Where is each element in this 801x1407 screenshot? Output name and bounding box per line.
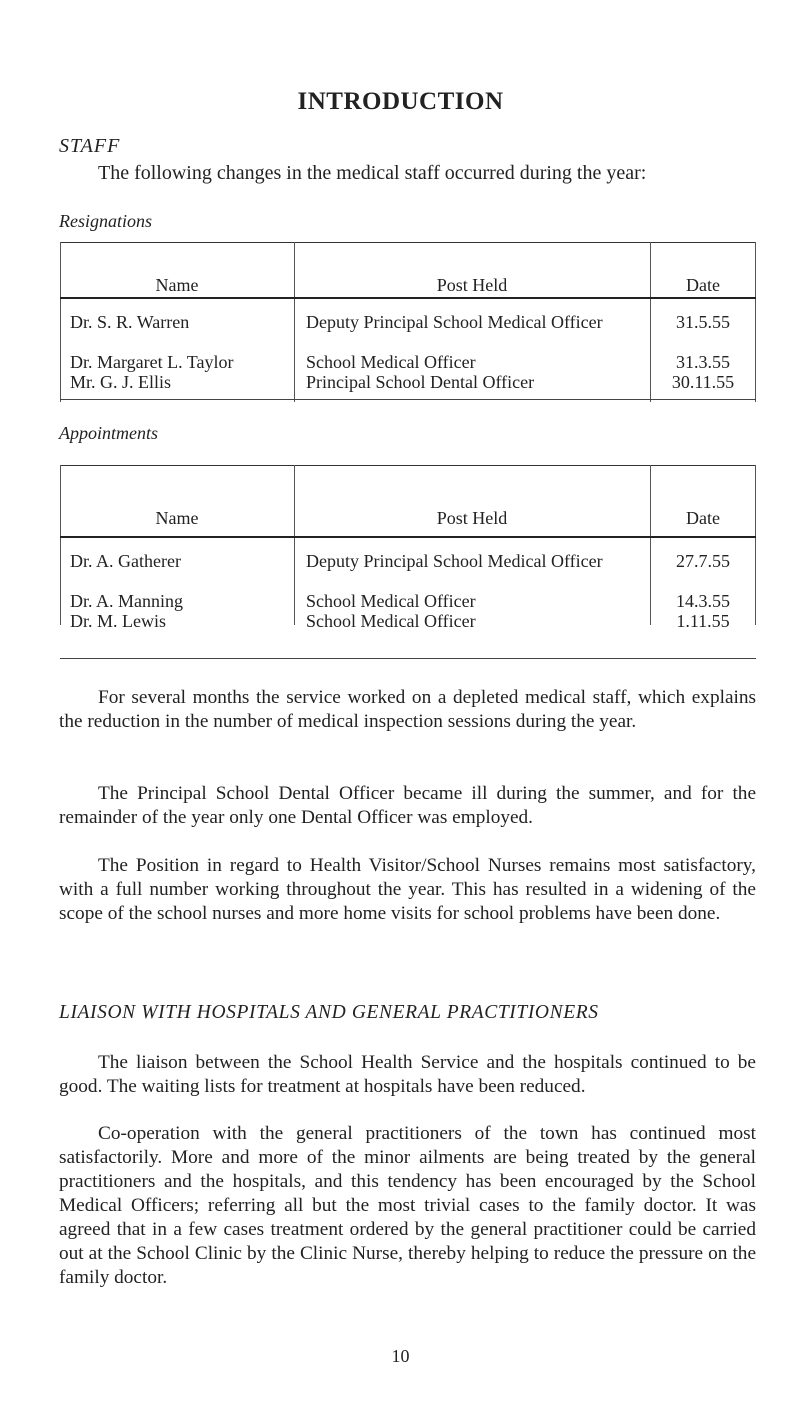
column-header-name: Name (155, 275, 199, 295)
resignations-table (60, 242, 756, 402)
table-cell-name: Dr. M. Lewis (70, 611, 166, 631)
appointments-heading: Appointments (59, 423, 158, 443)
table-cell-name: Mr. G. J. Ellis (70, 372, 172, 392)
paragraph: The Principal School Dental Officer became ill during the summer, and for the remainder of the year only one Dental Officer was employed. (59, 783, 756, 828)
paragraph: The Position in regard to Health Visitor/School Nurses remains most satisfactory, with a full number working throughout the year. This has resulted in a widening of the scope of the school nurses and more home visits for school problems have been done. (59, 855, 756, 924)
table-cell-post: School Medical Officer (306, 591, 476, 611)
table-cell-date: 14.3.55 (676, 591, 730, 611)
liaison-heading: LIAISON WITH HOSPITALS AND GENERAL PRACTITIONERS (59, 1002, 599, 1023)
paragraph: For several months the service worked on a depleted medical staff, which explains the reduction in the number of medical inspection sessions during the year. (59, 687, 756, 732)
staff-heading: STAFF (59, 135, 121, 157)
column-header-post: Post Held (436, 508, 508, 528)
paragraph: The liaison between the School Health Service and the hospitals continued to be good. The waiting lists for treatment at hospitals have been reduced. (59, 1052, 756, 1097)
table-cell-post: Principal School Dental Officer (306, 372, 535, 392)
table-cell-date: 27.7.55 (676, 551, 730, 571)
page-number: 10 (391, 1346, 410, 1366)
table-cell-date: 30.11.55 (671, 372, 735, 392)
table-cell-post: School Medical Officer (306, 352, 476, 372)
table-cell-name: Dr. S. R. Warren (70, 312, 190, 332)
table-cell-date: 31.3.55 (676, 352, 730, 372)
table-cell-post: Deputy Principal School Medical Officer (306, 551, 603, 571)
appointments-table (60, 465, 756, 631)
table-cell-date: 1.11.55 (676, 611, 730, 631)
column-header-date: Date (686, 508, 720, 528)
table-cell-post: School Medical Officer (306, 611, 476, 631)
paragraph: Co-operation with the general practitioners of the town has continued most satisfactorily. More and more of the minor ailments are being treated by the general practitioners and the hospitals, and this tendency has been encouraged by the School Medical Officers; referring all but the most trivial cases to the family doctor. It was agreed that in a few cases treatment ordered by the general practitioner could be carried out at the School Clinic by the Clinic Nurse, thereby helping to reduce the pressure on the family doctor. (59, 1123, 756, 1288)
resignations-heading: Resignations (59, 211, 152, 231)
table-cell-name: Dr. A. Manning (70, 591, 184, 611)
column-header-date: Date (686, 275, 720, 295)
staff-intro: The following changes in the medical staff occurred during the year: (98, 162, 647, 184)
column-header-name: Name (155, 508, 199, 528)
table-cell-post: Deputy Principal School Medical Officer (306, 312, 603, 332)
column-header-post: Post Held (436, 275, 508, 295)
table-cell-name: Dr. Margaret L. Taylor (70, 352, 234, 372)
table-cell-date: 31.5.55 (676, 312, 730, 332)
table-cell-name: Dr. A. Gatherer (70, 551, 181, 571)
page-title: INTRODUCTION (297, 88, 504, 115)
